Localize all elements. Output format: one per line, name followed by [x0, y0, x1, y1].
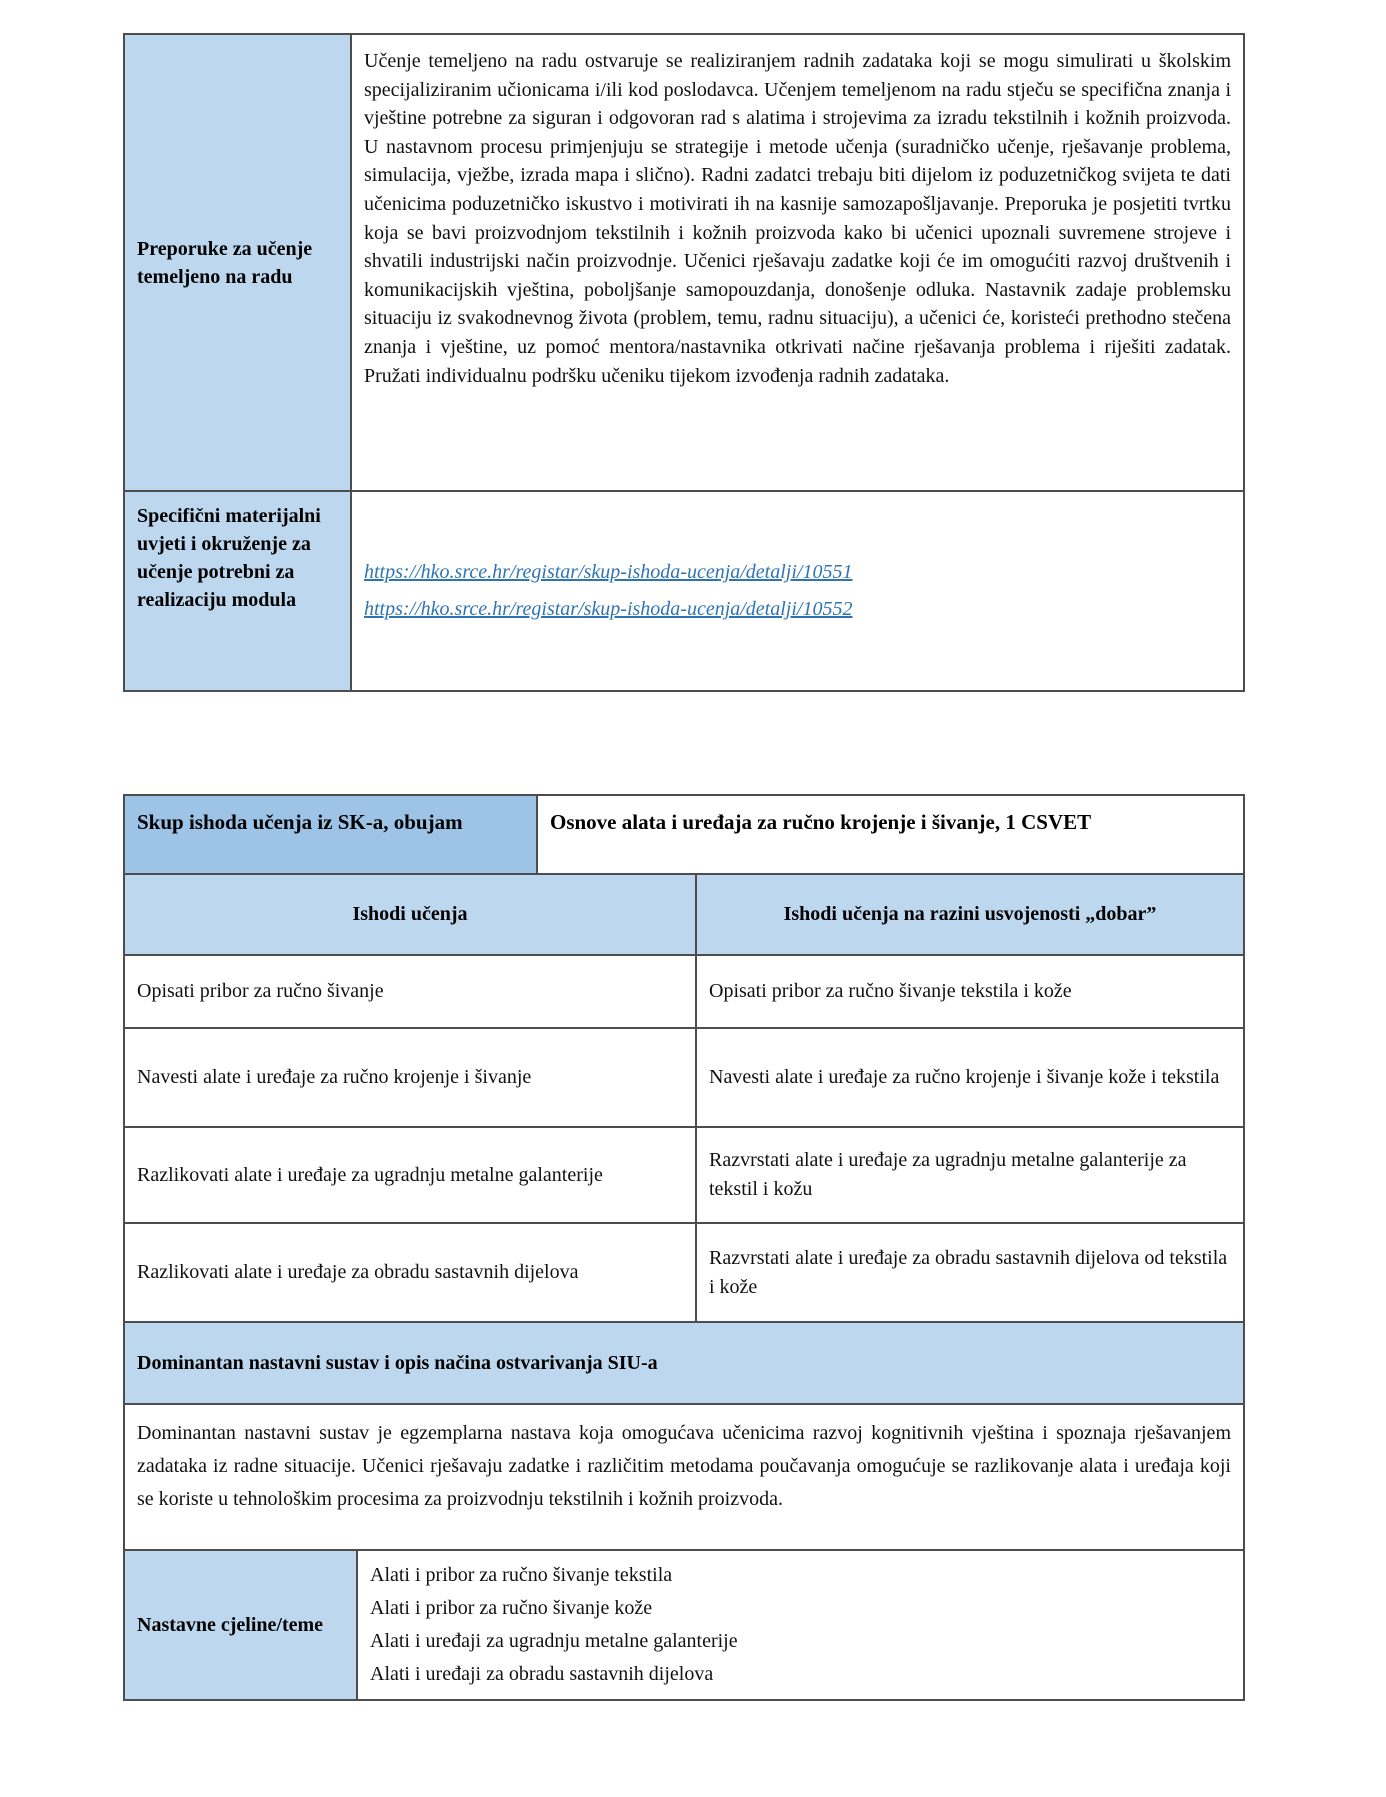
outcome-right: Opisati pribor za ručno šivanje tekstila i kože [697, 956, 1243, 1027]
list-item: Alati i pribor za ručno šivanje kože [370, 1597, 653, 1619]
table-row [125, 1224, 1243, 1323]
list-item: Alati i pribor za ručno šivanje tekstila [370, 1564, 673, 1586]
row-dominant-text [125, 1405, 1243, 1551]
table-row [124, 491, 1244, 691]
list-item: Alati i uređaji za obradu sastavnih dijelova [370, 1663, 714, 1685]
outcome-left: Opisati pribor za ručno šivanje [125, 956, 697, 1027]
table-row [125, 1029, 1243, 1128]
preporuke-paragraph: Učenje temeljeno na radu ostvaruje se realiziranjem radnih zadataka koji se mogu simulirati u školskim specijaliziranim učionicama i/ili kod poslodavca. Učenjem temeljenom na radu stječu se specifična znanja i vještine potrebne za siguran i odgovoran rad s alatima i strojevima za izradu tekstilnih i kožnih proizvoda. U nastavnom procesu primjenjuju se strategije i metode učenja (suradničko učenje, rješavanje problema, simulacija, vježbe, izrada mapa i slično). Radni zadatci trebaju biti dijelom iz poduzetničkog svijeta te dati učenicima poduzetničko iskustvo i motivirati ih na kasnije samozapošljavanje. Preporuka je posjetiti tvrtku koja se bavi proizvodnjom tekstilnih i kožnih proizvoda kako bi učenici upoznali suvremene strojeve i shvatili industrijski način proizvodnje. Učenici rješavaju zadatke koji će im omogućiti razvoj društvenih i komunikacijskih vještina, poboljšanje samopouzdanja, donošenje odluka. Nastavnik zadaje problemsku situaciju iz svakodnevnog života (problem, temu, radnu situaciju), a učenici će, koristeći prethodno stečena znanja i vještine, uz pomoć mentora/nastavnika otkrivati načine rješavanja problema i riješiti zadatak. Pružati individualnu podršku učeniku tijekom izvođenja radnih zadataka. [364, 50, 1231, 387]
row-skup-header [125, 796, 1243, 875]
row-dominant-header [125, 1323, 1243, 1405]
hko-link-10551[interactable]: https://hko.srce.hr/registar/skup-ishoda-ucenja/detalji/10551 [364, 561, 853, 583]
outcome-left: Navesti alate i uređaje za ručno krojenje i šivanje [125, 1029, 697, 1126]
units-label-cell: Nastavne cjeline/teme [125, 1551, 358, 1699]
cell-module-links [351, 491, 1244, 691]
outcome-left: Razlikovati alate i uređaje za obradu sastavnih dijelova [125, 1224, 697, 1321]
row-label-specificni-uvjeti: Specifični materijalni uvjeti i okruženje za učenje potrebni za realizaciju modula [124, 491, 351, 691]
table-row [124, 34, 1244, 491]
outcome-right: Razvrstati alate i uređaje za ugradnju metalne galanterije za tekstil i kožu [697, 1128, 1243, 1222]
row-nastavne-cjeline [125, 1551, 1243, 1699]
units-list-cell [358, 1551, 1243, 1699]
list-item: Alati i uređaji za ugradnju metalne galanterije [370, 1630, 738, 1652]
table-row [125, 956, 1243, 1029]
outcome-left: Razlikovati alate i uređaje za ugradnju metalne galanterije [125, 1128, 697, 1222]
column-header-ishodi: Ishodi učenja [125, 875, 697, 954]
units-list [370, 1559, 738, 1691]
table-skup-ishoda [123, 794, 1245, 1701]
table-row [125, 1128, 1243, 1224]
dominant-text-cell [125, 1405, 1243, 1549]
outcome-right: Navesti alate i uređaje za ručno krojenje i šivanje kože i tekstila [697, 1029, 1243, 1126]
skup-value-cell: Osnove alata i uređaja za ručno krojenje i šivanje, 1 CSVET [538, 796, 1243, 873]
skup-label-cell: Skup ishoda učenja iz SK-a, obujam [125, 796, 538, 873]
dominant-paragraph: Dominantan nastavni sustav je egzemplarna nastava koja omogućava učenicima razvoj kognitivnih vještina i spoznaja rješavanjem zadataka iz radne situacije. Učenici rješavaju zadatke i različitim metodama poučavanja omogućuje se razlikovanje alata i uređaja koji se koriste u tehnološkim procesima za proizvodnju tekstilnih i kožnih proizvoda. [137, 1422, 1231, 1510]
hko-link-10552[interactable]: https://hko.srce.hr/registar/skup-ishoda-ucenja/detalji/10552 [364, 598, 853, 620]
row-label-preporuke: Preporuke za učenje temeljeno na radu [124, 34, 351, 491]
cell-preporuke-text [351, 34, 1244, 491]
dominant-header-cell: Dominantan nastavni sustav i opis načina ostvarivanja SIU-a [125, 1323, 1243, 1403]
outcome-right: Razvrstati alate i uređaje za obradu sastavnih dijelova od tekstila i kože [697, 1224, 1243, 1321]
row-column-headers [125, 875, 1243, 956]
table-preporuke [123, 33, 1245, 692]
column-header-ishodi-dobar: Ishodi učenja na razini usvojenosti „dobar” [697, 875, 1243, 954]
